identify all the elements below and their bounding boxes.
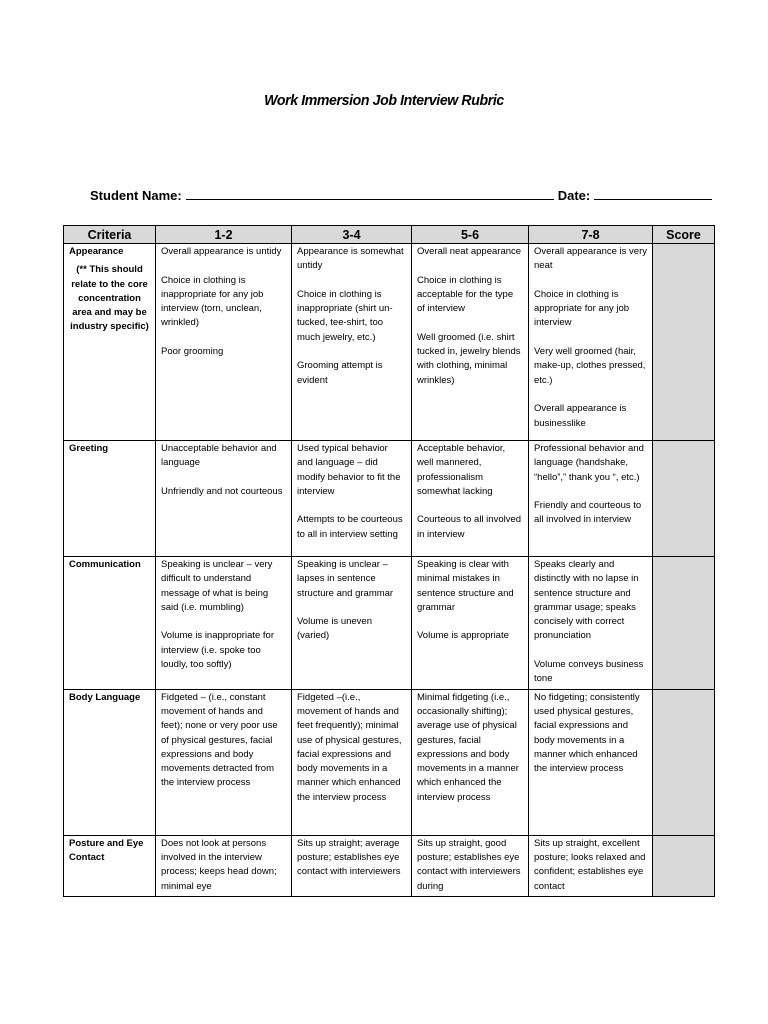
- score-cell[interactable]: [653, 835, 715, 896]
- descriptor-text: Overall appearance is untidy: [161, 246, 282, 257]
- descriptor-cell-level-3-4: [292, 689, 412, 835]
- descriptor-text: Choice in clothing is inappropriate (shirt un-tucked, tee-shirt, too much jewelry, etc.): [297, 288, 393, 343]
- descriptor-text: Courteous to all involved in interview: [417, 514, 522, 540]
- score-cell[interactable]: [653, 244, 715, 441]
- descriptor-text: Volume is inappropriate for interview (i.e. spoke too loudly, too softly): [161, 630, 275, 671]
- descriptor-cell-level-7-8: [529, 689, 653, 835]
- descriptor-text: Choice in clothing is inappropriate for any job interview (torn, unclean, wrinkled): [161, 274, 264, 329]
- criteria-cell: [64, 835, 156, 896]
- descriptor-text: Choice in clothing is appropriate for any job interview: [534, 288, 630, 329]
- descriptor-text: Sits up straight; average posture; establishes eye contact with interviewers: [297, 837, 401, 878]
- descriptor-cell-level-5-6: [412, 244, 529, 441]
- descriptor-text: Poor grooming: [161, 346, 224, 358]
- descriptor-cell-level-5-6: [412, 689, 529, 835]
- descriptor-text: Does not look at persons involved in the interview process; keeps head down; minimal eye: [161, 837, 277, 892]
- header-row: [64, 226, 715, 244]
- criteria-name: Body Language: [69, 691, 141, 703]
- descriptor-text: Volume is appropriate: [417, 630, 509, 642]
- descriptor-cell-level-3-4: [292, 244, 412, 441]
- descriptor-text: Overall neat appearance: [417, 246, 522, 257]
- descriptor-cell-level-1-2: [156, 835, 292, 896]
- rubric-row: [64, 557, 715, 690]
- descriptor-text: Unfriendly and not courteous: [161, 485, 283, 497]
- descriptor-cell-level-1-2: [156, 244, 292, 441]
- descriptor-cell-level-7-8: [529, 835, 653, 896]
- descriptor-text: Speaking is unclear – lapses in sentence structure and grammar: [297, 559, 394, 599]
- descriptor-cell-level-7-8: [529, 244, 653, 441]
- descriptor-cell-level-7-8: [529, 557, 653, 690]
- date-blank: [594, 187, 712, 200]
- descriptor-text: Used typical behavior and language – did modify behavior to fit the interview: [297, 443, 401, 497]
- descriptor-text: Grooming attempt is evident: [297, 360, 383, 386]
- descriptor-text: Speaks clearly and distinctly with no lapse in sentence structure and grammar usage; speaks concisely with correct pronunciation: [534, 559, 639, 642]
- descriptor-cell-level-3-4: [292, 835, 412, 896]
- criteria-cell: [64, 689, 156, 835]
- criteria-name: Appearance: [69, 246, 124, 257]
- score-cell[interactable]: [653, 441, 715, 557]
- header-criteria: Criteria: [64, 226, 156, 244]
- descriptor-cell-level-7-8: [529, 441, 653, 557]
- descriptor-text: Professional behavior and language (handshake, “hello”,” thank you “, etc.): [534, 443, 644, 483]
- descriptor-text: Appearance is somewhat untidy: [297, 246, 404, 272]
- descriptor-text: Fidgeted –(i.e., movement of hands and feet frequently); minimal use of physical gestures, facial expressions and body movements in a manner which enhanced the interview process: [297, 691, 402, 803]
- descriptor-text: Volume conveys business tone: [534, 659, 644, 685]
- rubric-row: [64, 689, 715, 835]
- descriptor-text: Attempts to be courteous to all in interview setting: [297, 514, 403, 540]
- student-info-line: [90, 187, 690, 203]
- descriptor-cell-level-3-4: [292, 441, 412, 557]
- descriptor-text: Choice in clothing is acceptable for the type of interview: [417, 274, 514, 315]
- descriptor-text: Volume is uneven (varied): [297, 616, 372, 642]
- criteria-cell: [64, 441, 156, 557]
- score-cell[interactable]: [653, 557, 715, 690]
- descriptor-cell-level-5-6: [412, 835, 529, 896]
- descriptor-text: Unacceptable behavior and language: [161, 443, 277, 469]
- criteria-note: (** This should relate to the core concentration area and may be industry specific): [70, 264, 149, 333]
- descriptor-text: Speaking is clear with minimal mistakes in sentence structure and grammar: [417, 559, 514, 613]
- descriptor-cell-level-3-4: [292, 557, 412, 690]
- header-level-1-2: 1-2: [156, 226, 292, 244]
- descriptor-cell-level-5-6: [412, 441, 529, 557]
- student-name-label: Student Name:: [90, 188, 182, 203]
- descriptor-text: No fidgeting; consistently used physical gestures, facial expressions and body movements in a manner which enhanced the interview process: [534, 691, 640, 775]
- descriptor-text: Very well groomed (hair, make-up, clothes pressed, etc.): [534, 346, 646, 386]
- rubric-table: [63, 225, 715, 897]
- student-name-blank: [186, 187, 554, 200]
- criteria-cell: [64, 244, 156, 441]
- criteria-cell: [64, 557, 156, 690]
- descriptor-text: Well groomed (i.e. shirt tucked in, jewelry blends with clothing, minimal wrinkles): [417, 331, 521, 386]
- rubric-row: [64, 441, 715, 557]
- rubric-row: [64, 244, 715, 441]
- date-label: Date:: [557, 188, 591, 203]
- descriptor-text: Friendly and courteous to all involved in interview: [534, 500, 642, 526]
- descriptor-cell-level-1-2: [156, 689, 292, 835]
- criteria-name: Communication: [69, 559, 141, 570]
- rubric-row: [64, 835, 715, 896]
- header-level-3-4: 3-4: [292, 226, 412, 244]
- descriptor-text: Fidgeted – (i.e., constant movement of hands and feet); none or very poor use of physical gestures, facial expressions and body movements detracted from the interview process: [161, 691, 278, 789]
- document-title: Work Immersion Job Interview Rubric: [264, 92, 504, 109]
- score-cell[interactable]: [653, 689, 715, 835]
- header-score: Score: [653, 226, 715, 244]
- descriptor-text: Sits up straight, good posture; establishes eye contact with interviewers during: [417, 837, 521, 892]
- criteria-name: Greeting: [69, 443, 109, 454]
- descriptor-text: Speaking is unclear – very difficult to understand message of what is being said (i.e. mumbling): [161, 559, 273, 613]
- header-level-5-6: 5-6: [412, 226, 529, 244]
- header-level-7-8: 7-8: [529, 226, 653, 244]
- descriptor-text: Overall appearance is very neat: [534, 246, 647, 272]
- descriptor-cell-level-1-2: [156, 557, 292, 690]
- criteria-name: Posture and Eye Contact: [69, 837, 144, 863]
- descriptor-cell-level-5-6: [412, 557, 529, 690]
- descriptor-text: Acceptable behavior, well mannered, professionalism somewhat lacking: [417, 443, 506, 497]
- descriptor-text: Overall appearance is businesslike: [534, 403, 627, 429]
- descriptor-text: Sits up straight, excellent posture; looks relaxed and confident; establishes eye contact: [534, 837, 646, 892]
- descriptor-text: Minimal fidgeting (i.e., occasionally shifting); average use of physical gestures, facial expressions and body movements in a manner which enhanced the interview process: [417, 691, 519, 803]
- descriptor-cell-level-1-2: [156, 441, 292, 557]
